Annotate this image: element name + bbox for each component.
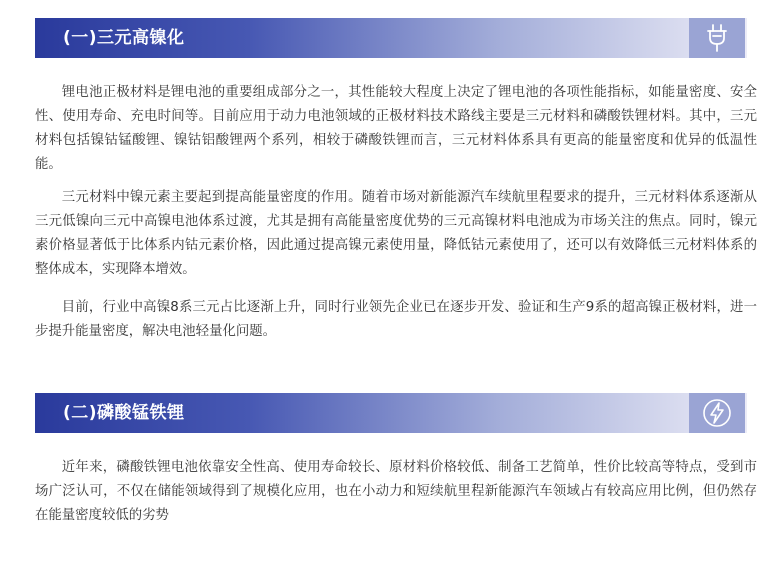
paragraph: 锂电池正极材料是锂电池的重要组成部分之一，其性能较大程度上决定了锂电池的各项性能指标，如能量密度、安全性、使用寿命、充电时间等。目前应用于动力电池领域的正极材料技术路线主要是三元材料和磷酸铁锂材料。其中，三元材料包括镍钴锰酸锂、镍钴铝酸锂两个系列，相较于磷酸铁锂而言，三元材料体系具有更高的能量密度和优异的低温性能。: [35, 85, 757, 172]
section-header-ternary: [35, 18, 747, 58]
section-title: (二)磷酸锰铁锂: [63, 403, 185, 423]
icon-box: [689, 393, 745, 433]
section-header-lmfp: [35, 393, 747, 433]
lightning-circle-icon: [701, 397, 733, 429]
plug-icon: [701, 22, 733, 54]
icon-box: [689, 18, 745, 58]
paragraph: 三元材料中镍元素主要起到提高能量密度的作用。随着市场对新能源汽车续航里程要求的提升，三元材料体系逐渐从三元低镍向三元中高镍电池体系过渡，尤其是拥有高能量密度优势的三元高镍材料电池成为市场关注的焦点。同时，镍元素价格显著低于比体系内钴元素价格，因此通过提高镍元素使用量，降低钴元素使用了，还可以有效降低三元材料体系的整体成本，实现降本增效。: [35, 190, 757, 277]
paragraph: 目前，行业中高镍8系三元占比逐渐上升，同时行业领先企业已在逐步开发、验证和生产9系的超高镍正极材料，进一步提升能量密度，解决电池轻量化问题。: [35, 300, 757, 339]
section-title: (一)三元高镍化: [63, 28, 185, 48]
paragraph: 近年来，磷酸铁锂电池依靠安全性高、使用寿命较长、原材料价格较低、制备工艺简单，性价比较高等特点，受到市场广泛认可，不仅在储能领域得到了规模化应用，也在小动力和短续航里程新能源汽车领域占有较高应用比例，但仍然存在能量密度较低的劣势: [35, 460, 757, 523]
